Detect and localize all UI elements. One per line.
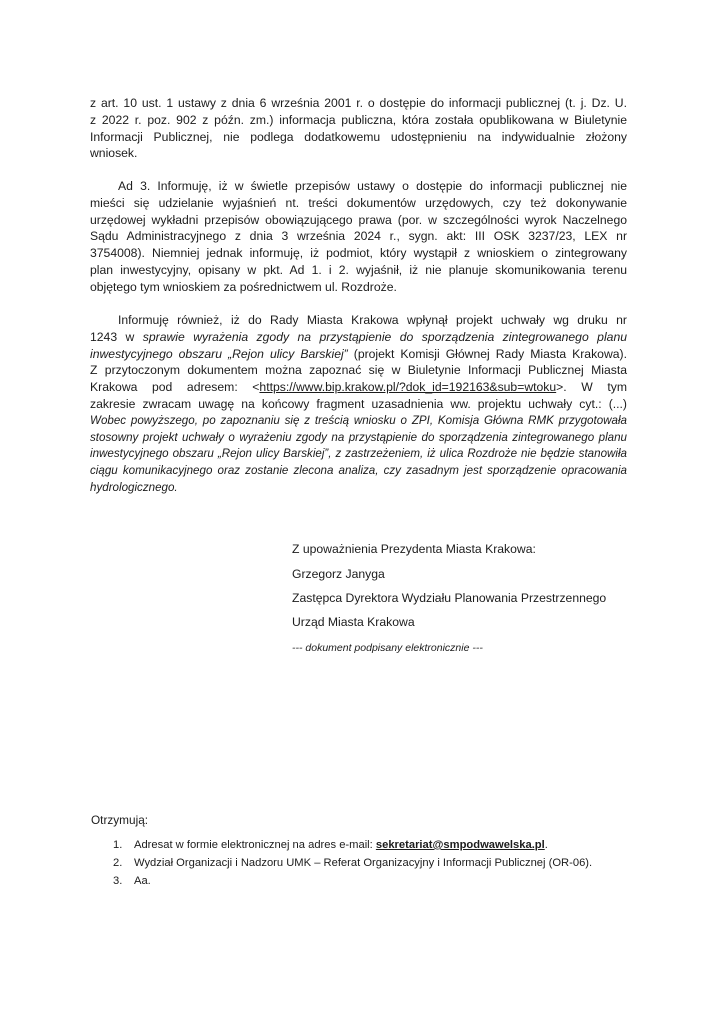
quote-line: hydrologicznego. [90, 480, 178, 494]
text-line [90, 346, 627, 363]
text-line: zakresie zwracam uwagę na końcowy fragment uzasadnienia ww. projektu uchwały cyt.: (...) [90, 396, 627, 411]
bip-link[interactable]: https://www.bip.krakow.pl/?dok_id=192163&sub=wtoku [259, 380, 557, 395]
list-item [113, 872, 592, 890]
list-item [113, 854, 592, 872]
italic-segment: inwestycyjnego obszaru „Rejon ulicy Barskiej” [90, 346, 348, 361]
paragraph-legal-basis [90, 95, 627, 162]
text-line: plan inwestycyjny, opisany w pkt. Ad 1. i 2. wyjaśnił, iż nie planuje skomunikowania terenu [90, 262, 627, 277]
text-line: Informuję również, iż do Rady Miasta Krakowa wpłynął projekt uchwały wg druku nr [118, 313, 627, 327]
italic-segment: sprawie wyrażenia zgody na przystąpienie do sporządzenia zintegrowanego planu [142, 329, 627, 344]
recipient-text: Adresat w formie elektronicznej na adres e-mail: [134, 839, 376, 851]
text-line: objętego tym wnioskiem za pośrednictwem ul. Rozdroże. [90, 279, 397, 294]
list-item [113, 836, 592, 854]
text-line [90, 329, 627, 346]
recipient-email-link[interactable]: sekretariat@smpodwawelska.pl [375, 839, 545, 851]
list-number: 3. [113, 875, 123, 887]
recipient-text: Aa. [134, 875, 151, 887]
text-line: Informacji Publicznej, nie podlega dodatkowemu udostępnieniu na indywidualnie złożony [90, 129, 627, 144]
list-number: 1. [113, 839, 123, 851]
quote-line: inwestycyjnego obszaru „Rejon ulicy Barskiej”, z zastrzeżeniem, iż ulica Rozdroże nie będzie stanowiła [90, 447, 627, 461]
list-number: 2. [113, 857, 123, 869]
text-line: Z przytoczonym dokumentem można zapoznać się w Biuletynie Informacji Publicznej Miasta [90, 363, 627, 378]
recipients-list [113, 836, 592, 890]
signature-authorization: Z upoważnienia Prezydenta Miasta Krakowa: [292, 542, 536, 556]
recipients-title: Otrzymują: [91, 813, 149, 827]
text-line: urzędowej wykładni przepisów obowiązującego prawa (por. w szczególności wyrok Naczelnego [90, 212, 627, 227]
recipient-tail: . [544, 839, 548, 851]
text-line: Sądu Administracyjnego z dnia 3 września 2024 r., sygn. akt: III OSK 3237/23, LEX nr [90, 229, 627, 244]
text-segment: 1243 w [90, 329, 143, 344]
text-line: Ad 3. Informuję, iż w świetle przepisów ustawy o dostępie do informacji publicznej nie [118, 179, 627, 193]
text-line: z art. 10 ust. 1 ustawy z dnia 6 września 2001 r. o dostępie do informacji publicznej (t. j. Dz. U. [90, 96, 627, 110]
signature-position: Zastępca Dyrektora Wydziału Planowania Przestrzennego [292, 591, 607, 605]
text-line [90, 379, 627, 396]
signature-office: Urząd Miasta Krakowa [292, 615, 415, 629]
paragraph-council-resolution [90, 312, 627, 497]
quote-line: Wobec powyższego, po zapoznaniu się z treścią wniosku o ZPI, Komisja Główna RMK przygotowała [90, 413, 627, 427]
recipient-text: Wydział Organizacji i Nadzoru UMK – Referat Organizacyjny i Informacji Publicznej (OR-06). [134, 857, 593, 869]
quote-line: stosowny projekt uchwały o wyrażeniu zgody na przystąpienie do sporządzenia zintegrowanego planu [90, 430, 627, 444]
electronic-signature-note: --- dokument podpisany elektronicznie --- [292, 642, 483, 654]
text-line: wniosek. [90, 146, 138, 161]
text-segment: Krakowa pod adresem: < [90, 380, 260, 395]
signature-name: Grzegorz Janyga [292, 567, 385, 581]
text-line: z 2022 r. poz. 902 z późn. zm.) informacja publiczna, która została opublikowana w Biuletynie [90, 112, 627, 127]
text-line: 3754008). Niemniej jednak informuję, iż podmiot, który wystąpił z wnioskiem o zintegrowany [90, 246, 627, 261]
text-line: mieści się udzielanie wyjaśnień nt. treści dokumentów urzędowych, czy też dokonywanie [90, 195, 627, 210]
paragraph-ad-3 [90, 178, 627, 296]
text-segment: (projekt Komisji Głównej Rady Miasta Krakowa). [347, 346, 627, 361]
text-segment: >. W tym [556, 380, 627, 395]
quote-line: ciągu komunikacyjnego oraz zostanie zlecona analiza, czy zasadnym jest sporządzenie opracowania [90, 464, 627, 478]
